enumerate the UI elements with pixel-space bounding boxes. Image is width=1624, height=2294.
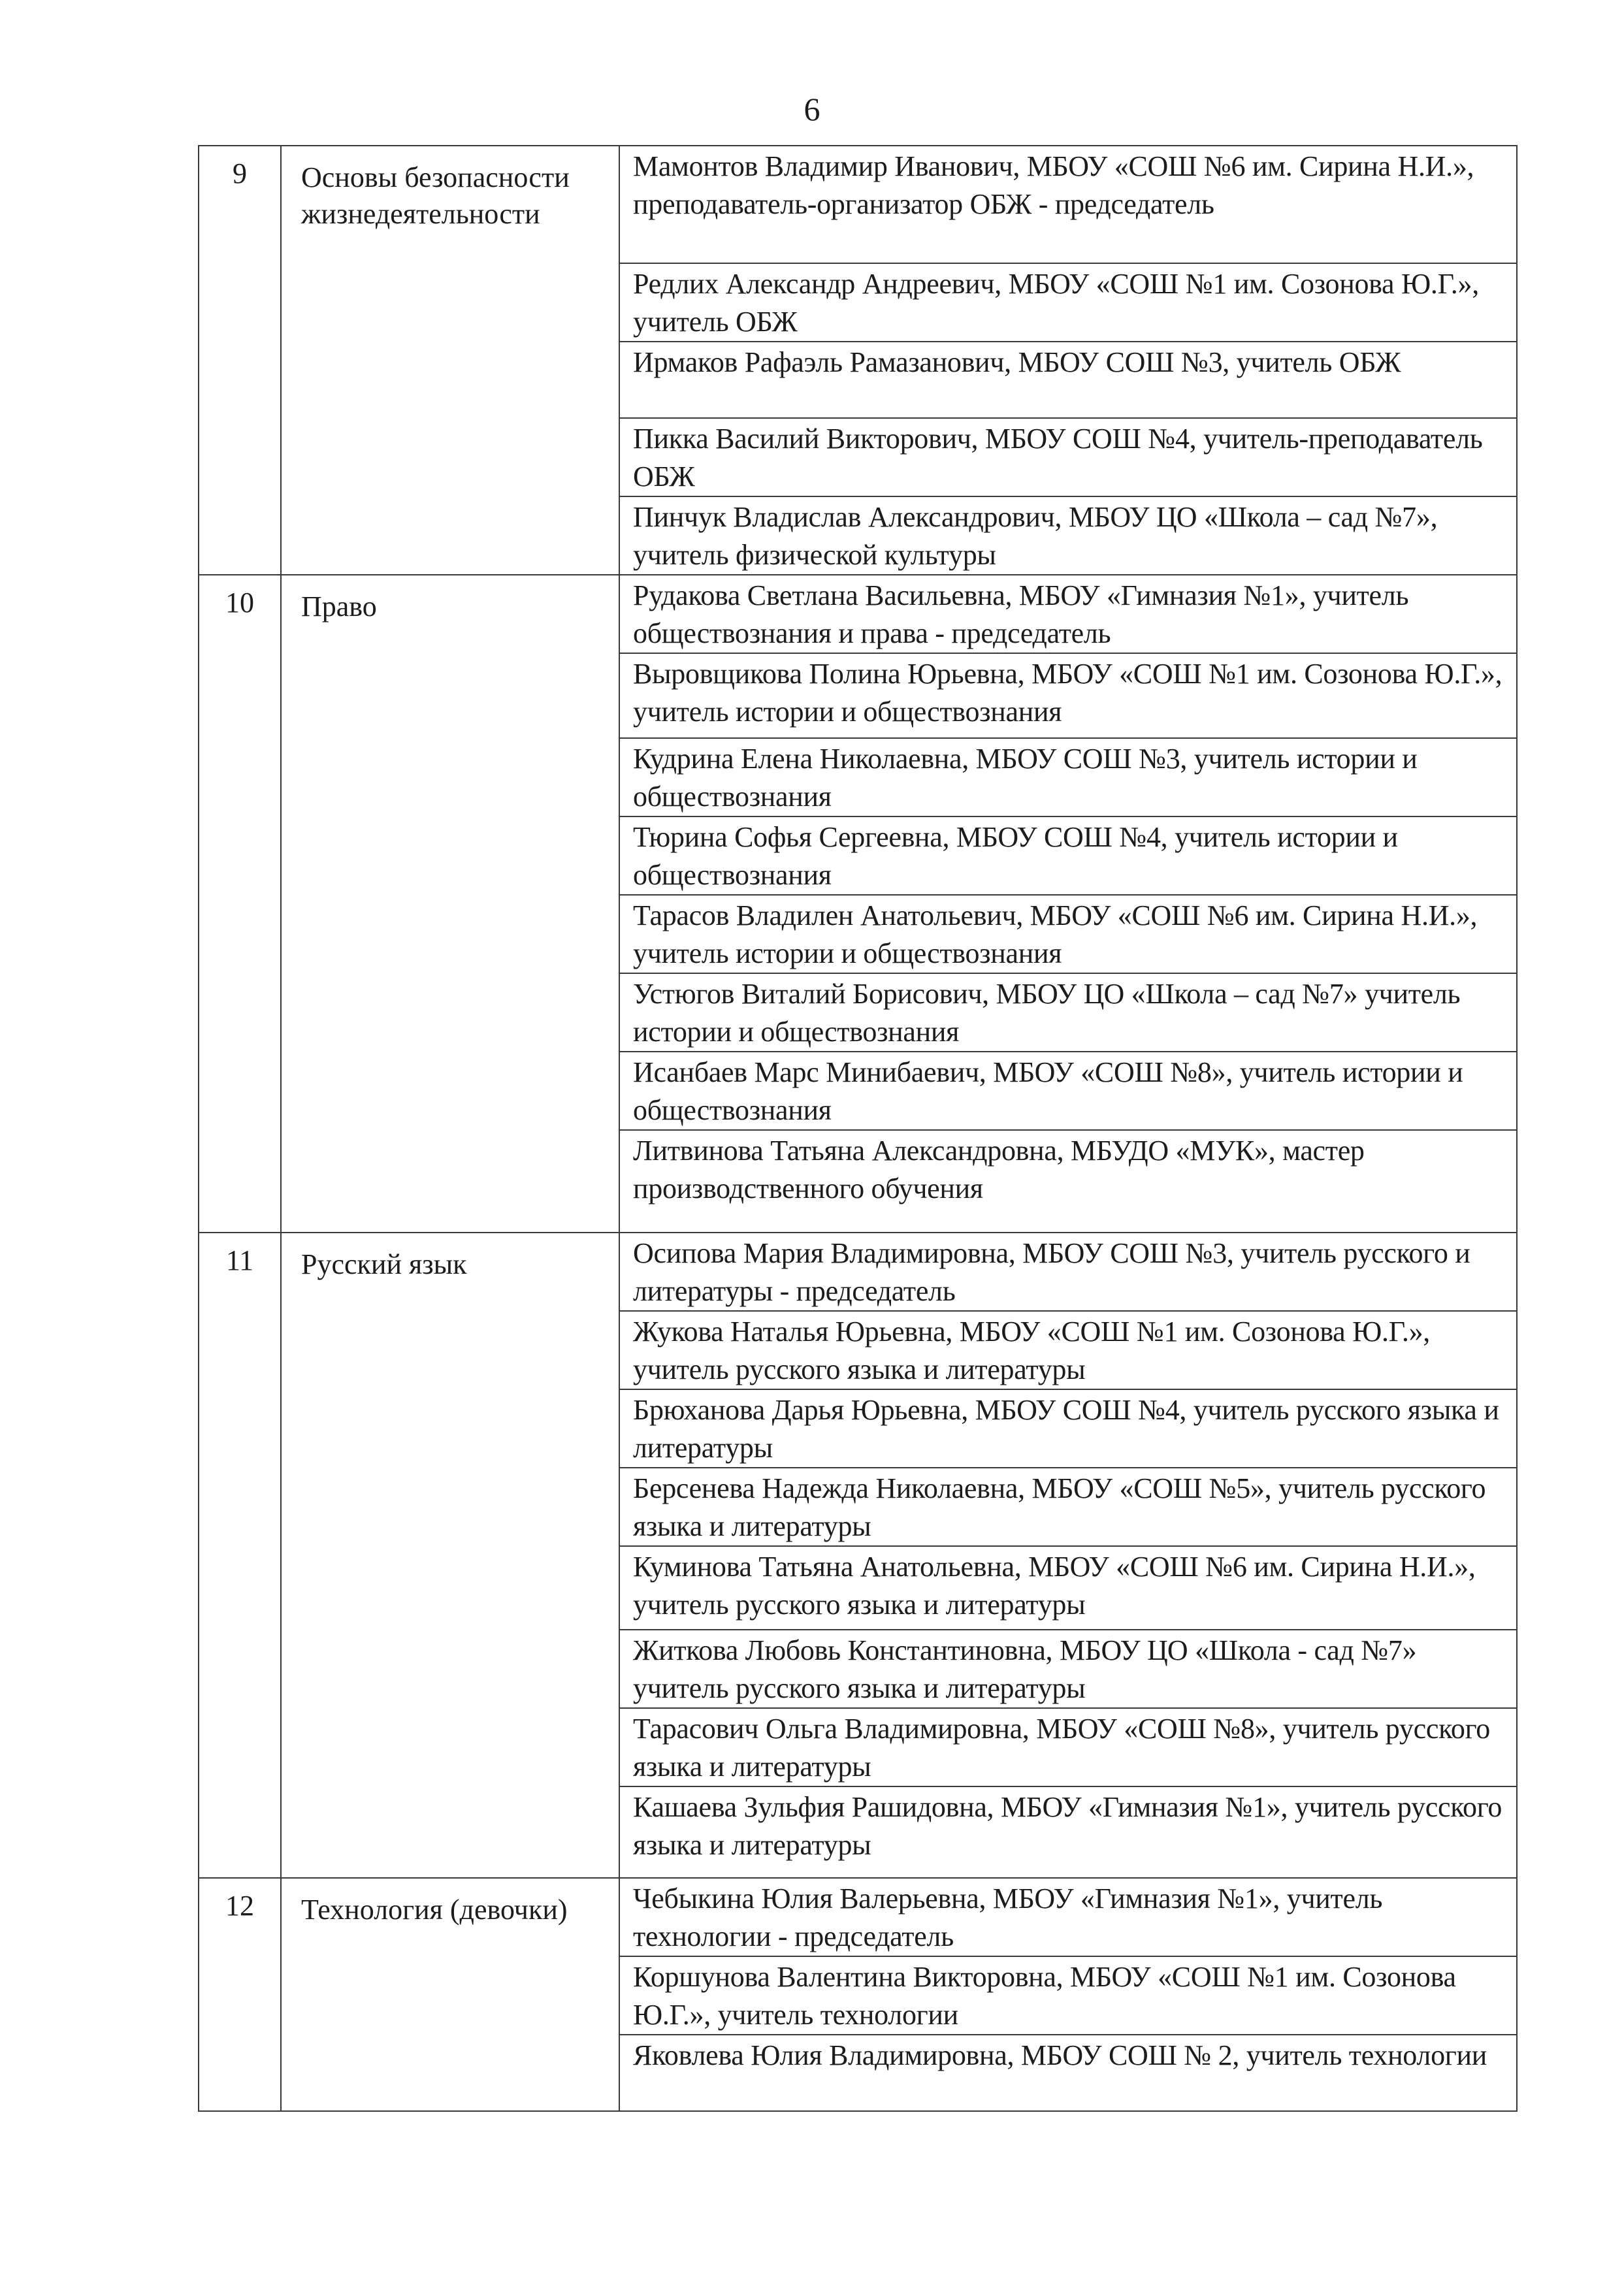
commission-member: Жукова Наталья Юрьевна, МБОУ «СОШ №1 им. Созонова Ю.Г.», учитель русского языка и литературы <box>619 1311 1517 1389</box>
commission-member: Чебыкина Юлия Валерьевна, МБОУ «Гимназия №1», учитель технологии - председатель <box>619 1878 1517 1956</box>
commission-member: Тарасов Владилен Анатольевич, МБОУ «СОШ №6 им. Сирина Н.И.», учитель истории и обществознания <box>619 895 1517 973</box>
subject-name: Русский язык <box>281 1233 619 1878</box>
table-row <box>199 1233 1517 1311</box>
commission-member: Брюханова Дарья Юрьевна, МБОУ СОШ №4, учитель русского языка и литературы <box>619 1389 1517 1468</box>
commission-member: Коршунова Валентина Викторовна, МБОУ «СОШ №1 им. Созонова Ю.Г.», учитель технологии <box>619 1956 1517 2035</box>
commission-member: Кудрина Елена Николаевна, МБОУ СОШ №3, учитель истории и обществознания <box>619 738 1517 816</box>
table-row <box>199 575 1517 653</box>
row-number: 10 <box>199 575 281 1233</box>
subject-name: Основы безопасности жизнедеятельности <box>281 146 619 575</box>
commission-member: Редлих Александр Андреевич, МБОУ «СОШ №1 им. Созонова Ю.Г.», учитель ОБЖ <box>619 263 1517 342</box>
commission-member: Выровщикова Полина Юрьевна, МБОУ «СОШ №1 им. Созонова Ю.Г.», учитель истории и обществознания <box>619 653 1517 738</box>
commission-member: Ирмаков Рафаэль Рамазанович, МБОУ СОШ №3, учитель ОБЖ <box>619 342 1517 418</box>
commission-member: Исанбаев Марс Минибаевич, МБОУ «СОШ №8», учитель истории и обществознания <box>619 1052 1517 1130</box>
subject-name: Право <box>281 575 619 1233</box>
commission-member: Куминова Татьяна Анатольевна, МБОУ «СОШ №6 им. Сирина Н.И.», учитель русского языка и литературы <box>619 1546 1517 1630</box>
commission-member: Осипова Мария Владимировна, МБОУ СОШ №3, учитель русского и литературы - председатель <box>619 1233 1517 1311</box>
table-row <box>199 146 1517 263</box>
row-number: 11 <box>199 1233 281 1878</box>
commission-member: Житкова Любовь Константиновна, МБОУ ЦО «Школа - сад №7» учитель русского языка и литературы <box>619 1630 1517 1708</box>
commission-table <box>198 145 1516 2112</box>
commission-member: Яковлева Юлия Владимировна, МБОУ СОШ № 2, учитель технологии <box>619 2035 1517 2111</box>
row-number: 12 <box>199 1878 281 2111</box>
commission-member: Тарасович Ольга Владимировна, МБОУ «СОШ №8», учитель русского языка и литературы <box>619 1708 1517 1786</box>
commission-member: Мамонтов Владимир Иванович, МБОУ «СОШ №6 им. Сирина Н.И.», преподаватель-организатор ОБЖ - председатель <box>619 146 1517 263</box>
commission-table-body <box>199 146 1517 2111</box>
commission-member: Литвинова Татьяна Александровна, МБУДО «МУК», мастер производственного обучения <box>619 1130 1517 1233</box>
page-number: 6 <box>804 91 820 127</box>
commission-table-grid <box>198 145 1518 2112</box>
commission-member: Пикка Василий Викторович, МБОУ СОШ №4, учитель-преподаватель ОБЖ <box>619 418 1517 496</box>
commission-member: Устюгов Виталий Борисович, МБОУ ЦО «Школа – сад №7» учитель истории и обществознания <box>619 973 1517 1052</box>
subject-name: Технология (девочки) <box>281 1878 619 2111</box>
table-row <box>199 1878 1517 1956</box>
commission-member: Рудакова Светлана Васильевна, МБОУ «Гимназия №1», учитель обществознания и права - председатель <box>619 575 1517 653</box>
commission-member: Берсенева Надежда Николаевна, МБОУ «СОШ №5», учитель русского языка и литературы <box>619 1468 1517 1546</box>
commission-member: Тюрина Софья Сергеевна, МБОУ СОШ №4, учитель истории и обществознания <box>619 816 1517 895</box>
row-number: 9 <box>199 146 281 575</box>
commission-member: Кашаева Зульфия Рашидовна, МБОУ «Гимназия №1», учитель русского языка и литературы <box>619 1786 1517 1878</box>
commission-member: Пинчук Владислав Александрович, МБОУ ЦО «Школа – сад №7», учитель физической культуры <box>619 496 1517 575</box>
